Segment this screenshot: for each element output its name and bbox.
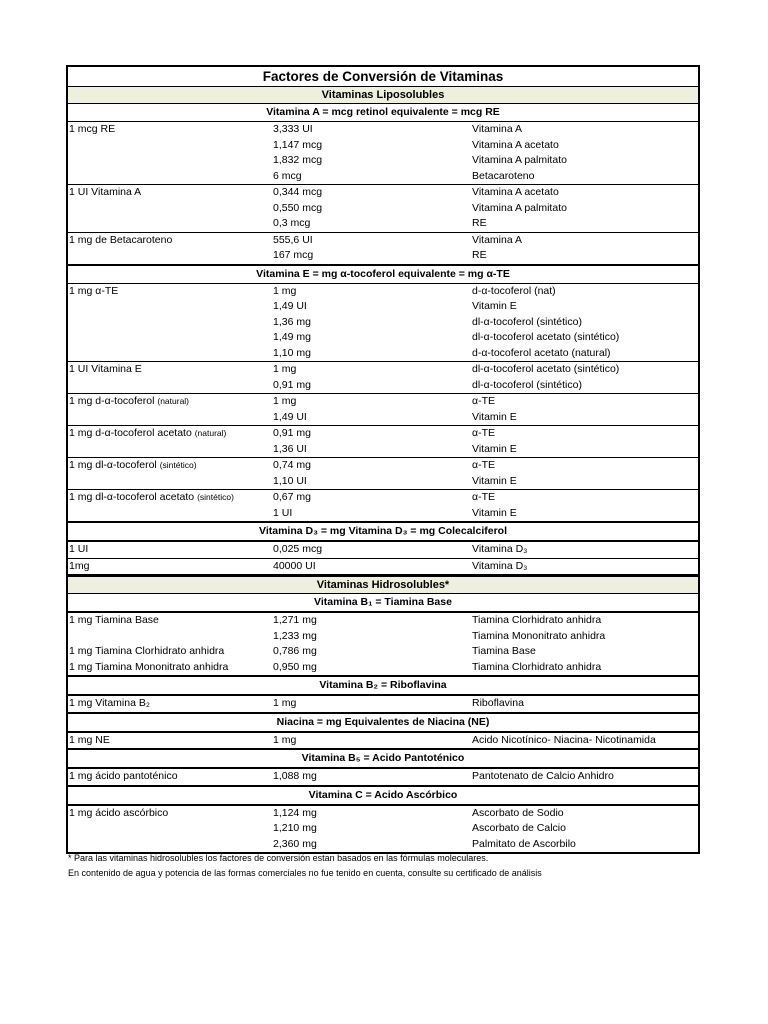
from-unit-cell: 1 mg Tiamina Base — [69, 614, 159, 626]
factor-cell: 1,36 mg — [273, 315, 311, 328]
table-row — [68, 660, 698, 676]
row-group — [68, 769, 698, 787]
row-group — [68, 733, 698, 751]
from-unit-cell-wrap — [69, 394, 189, 410]
to-unit-cell: Vitamina A palmitato — [472, 154, 567, 166]
table-row — [68, 644, 698, 660]
factor-cell: 1,49 UI — [273, 300, 307, 312]
to-unit-cell: Vitamina A acetato — [472, 186, 559, 198]
from-unit-qualifier: (natural) — [194, 428, 227, 438]
to-unit-cell: Ascorbato de Sodio — [472, 806, 564, 819]
to-unit-cell: Tiamina Clorhidrato anhidra — [472, 614, 602, 626]
to-unit-cell: Vitamin E — [472, 300, 517, 312]
factor-cell: 1,124 mg — [273, 806, 317, 819]
factor-cell: 0,344 mcg — [273, 186, 323, 198]
from-unit-cell: 1 mg NE — [69, 733, 110, 746]
subhead-vitamin-b1: Vitamina B₁ = Tiamina Base — [68, 594, 698, 613]
factor-cell: 40000 UI — [273, 559, 316, 572]
to-unit-cell: Vitamina D₃ — [472, 559, 528, 572]
row-group — [68, 696, 698, 714]
to-unit-cell: Tiamina Clorhidrato anhidra — [472, 660, 602, 673]
to-unit-cell: α-TE — [472, 491, 495, 503]
factor-cell: 1 mg — [273, 363, 297, 375]
table-row — [68, 806, 698, 822]
table-row — [68, 394, 698, 410]
factor-cell: 1,210 mg — [273, 822, 317, 834]
to-unit-cell: Tiamina Base — [472, 645, 536, 657]
from-unit-cell: 1 mcg RE — [69, 123, 116, 135]
to-unit-cell: Palmitato de Ascorbilo — [472, 837, 576, 850]
table-row — [68, 138, 698, 154]
from-unit-cell: 1 mg α-TE — [69, 284, 119, 297]
table-row — [68, 153, 698, 169]
factor-cell: 1 mg — [273, 395, 297, 407]
to-unit-cell: Vitamina A — [472, 123, 523, 135]
subhead-vitamin-b2: Vitamina B₂ = Riboflavina — [68, 677, 698, 696]
to-unit-cell: Ascorbato de Calcio — [472, 822, 566, 834]
factor-cell: 167 mcg — [273, 249, 314, 261]
factor-cell: 1,832 mcg — [273, 154, 323, 166]
to-unit-cell: Vitamin E — [472, 506, 517, 519]
to-unit-cell: Vitamina D₃ — [472, 543, 528, 555]
from-unit-cell: 1 mg Vitamina B₂ — [69, 697, 150, 709]
from-unit-cell: 1 UI Vitamina A — [69, 186, 142, 198]
from-unit-cell-wrap — [69, 426, 226, 442]
subhead-niacina: Niacina = mg Equivalentes de Niacina (NE) — [68, 714, 698, 733]
table-row — [68, 315, 698, 331]
factor-cell: 2,360 mg — [273, 837, 317, 850]
factor-cell: 1 UI — [273, 506, 293, 519]
to-unit-cell: RE — [472, 217, 487, 229]
to-unit-cell: Vitamina A — [472, 233, 523, 246]
row-group — [68, 122, 698, 185]
to-unit-cell: Vitamin E — [472, 410, 517, 423]
table-row — [68, 474, 698, 490]
from-unit-cell: 1mg — [69, 559, 90, 572]
factor-cell: 1,36 UI — [273, 442, 307, 455]
to-unit-cell: Vitamina A acetato — [472, 138, 559, 151]
to-unit-cell: Vitamin E — [472, 474, 517, 487]
factor-cell: 555,6 UI — [273, 233, 313, 246]
table-row — [68, 185, 698, 201]
to-unit-cell: Acido Nicotínico- Niacina- Nicotinamida — [472, 733, 656, 746]
to-unit-cell: α-TE — [472, 395, 495, 407]
table-row — [68, 559, 698, 575]
factor-cell: 0,3 mcg — [273, 217, 311, 229]
factor-cell: 0,91 mg — [273, 378, 311, 391]
factor-cell: 6 mcg — [273, 169, 302, 182]
footnote: * Para las vitaminas hidrosolubles los factores de conversión estan basados en las fórmulas moleculares. — [68, 853, 489, 863]
table-row — [68, 330, 698, 346]
to-unit-cell: RE — [472, 249, 487, 261]
table-row — [68, 769, 698, 785]
from-unit-cell: 1 mg dl-α-tocoferol acetato — [69, 491, 195, 503]
factor-cell: 1,49 mg — [273, 331, 311, 343]
from-unit-qualifier: (natural) — [157, 396, 190, 406]
factor-cell: 0,950 mg — [273, 660, 317, 673]
table-row — [68, 284, 698, 300]
factor-cell: 1,088 mg — [273, 770, 317, 782]
footnote: En contenido de agua y potencia de las formas comerciales no fue tenido en cuenta, consulte su certificado de análisis — [68, 868, 542, 878]
table-row — [68, 216, 698, 232]
to-unit-cell: Vitamin E — [472, 442, 517, 455]
to-unit-cell: Betacaroteno — [472, 169, 535, 182]
factor-cell: 1,271 mg — [273, 614, 317, 626]
from-unit-cell: 1 UI Vitamina E — [69, 363, 142, 375]
from-unit-cell-wrap — [69, 458, 197, 474]
from-unit-cell: 1 mg d-α-tocoferol acetato — [69, 427, 192, 439]
from-unit-cell: 1 mg dl-α-tocoferol — [69, 459, 157, 471]
table-title: Factores de Conversión de Vitaminas — [68, 67, 698, 87]
to-unit-cell: Pantotenato de Calcio Anhidro — [472, 770, 614, 782]
factor-cell: 0,67 mg — [273, 491, 311, 503]
factor-cell: 1,10 mg — [273, 346, 311, 359]
table-row — [68, 613, 698, 629]
row-group — [68, 284, 698, 363]
table-row — [68, 378, 698, 394]
table-row — [68, 629, 698, 645]
to-unit-cell: dl-α-tocoferol (sintético) — [472, 378, 582, 391]
subhead-vitamin-c: Vitamina C = Acido Ascórbico — [68, 787, 698, 806]
row-group — [68, 458, 698, 490]
row-group — [68, 806, 698, 853]
table-row — [68, 169, 698, 185]
section-band-liposolubles: Vitaminas Liposolubles — [68, 87, 698, 104]
factor-cell: 3,333 UI — [273, 123, 313, 135]
factor-cell: 0,74 mg — [273, 459, 311, 471]
subhead-vitamin-d: Vitamina D₃ = mg Vitamina D₃ = mg Colecalciferol — [68, 523, 698, 542]
table-row — [68, 426, 698, 442]
table-row — [68, 201, 698, 217]
to-unit-cell: Vitamina A palmitato — [472, 201, 567, 214]
table-row — [68, 362, 698, 378]
subhead-vitamin-e: Vitamina E = mg α-tocoferol equivalente = mg α-TE — [68, 266, 698, 284]
subhead-vitamin-a: Vitamina A = mcg retinol equivalente = mcg RE — [68, 104, 698, 122]
table-row — [68, 458, 698, 474]
row-group — [68, 490, 698, 523]
row-group — [68, 426, 698, 458]
table-row — [68, 122, 698, 138]
from-unit-cell: 1 mg ácido ascórbico — [69, 806, 169, 819]
to-unit-cell: d-α-tocoferol acetato (natural) — [472, 346, 611, 359]
row-group — [68, 185, 698, 233]
factor-cell: 0,786 mg — [273, 645, 317, 657]
conversion-table — [66, 65, 700, 854]
to-unit-cell: α-TE — [472, 427, 495, 439]
to-unit-cell: dl-α-tocoferol acetato (sintético) — [472, 331, 620, 343]
to-unit-cell: α-TE — [472, 459, 495, 471]
table-row — [68, 442, 698, 458]
subhead-vitamin-b5: Vitamina B₅ = Acido Pantoténico — [68, 750, 698, 769]
factor-cell: 0,550 mcg — [273, 201, 323, 214]
table-row — [68, 696, 698, 712]
factor-cell: 1 mg — [273, 697, 297, 709]
table-row — [68, 506, 698, 522]
factor-cell: 1 mg — [273, 284, 297, 297]
from-unit-cell: 1 mg Tiamina Mononitrato anhidra — [69, 660, 229, 673]
table-row — [68, 233, 698, 249]
footnotes — [68, 851, 708, 881]
row-group — [68, 559, 698, 576]
row-group — [68, 613, 698, 677]
row-group — [68, 362, 698, 394]
table-row — [68, 346, 698, 362]
factor-cell: 0,91 mg — [273, 427, 311, 439]
row-group — [68, 542, 698, 559]
factor-cell: 1,10 UI — [273, 474, 307, 487]
factor-cell: 1,233 mg — [273, 629, 317, 642]
table-row — [68, 299, 698, 315]
from-unit-cell: 1 mg Tiamina Clorhidrato anhidra — [69, 645, 225, 657]
table-row — [68, 733, 698, 749]
to-unit-cell: Riboflavina — [472, 697, 524, 709]
section-band-hidrosolubles: Vitaminas Hidrosolubles* — [68, 575, 698, 594]
table-row — [68, 490, 698, 506]
table-row — [68, 821, 698, 837]
from-unit-cell: 1 mg ácido pantoténico — [69, 770, 178, 782]
to-unit-cell: d-α-tocoferol (nat) — [472, 284, 556, 297]
from-unit-cell: 1 mg d-α-tocoferol — [69, 395, 155, 407]
to-unit-cell: dl-α-tocoferol (sintético) — [472, 315, 582, 328]
factor-cell: 1,49 UI — [273, 410, 307, 423]
from-unit-cell: 1 mg de Betacaroteno — [69, 233, 173, 246]
from-unit-cell: 1 UI — [69, 543, 89, 555]
row-group — [68, 394, 698, 426]
factor-cell: 0,025 mcg — [273, 543, 323, 555]
to-unit-cell: dl-α-tocoferol acetato (sintético) — [472, 363, 620, 375]
table-row — [68, 837, 698, 853]
table-row — [68, 410, 698, 426]
to-unit-cell: Tiamina Mononitrato anhidra — [472, 629, 606, 642]
from-unit-qualifier: (sintético) — [159, 460, 197, 470]
from-unit-cell-wrap — [69, 490, 234, 506]
table-row — [68, 542, 698, 558]
factor-cell: 1 mg — [273, 733, 297, 746]
factor-cell: 1,147 mcg — [273, 138, 323, 151]
row-group — [68, 233, 698, 266]
table-row — [68, 248, 698, 264]
from-unit-qualifier: (sintético) — [197, 492, 234, 502]
